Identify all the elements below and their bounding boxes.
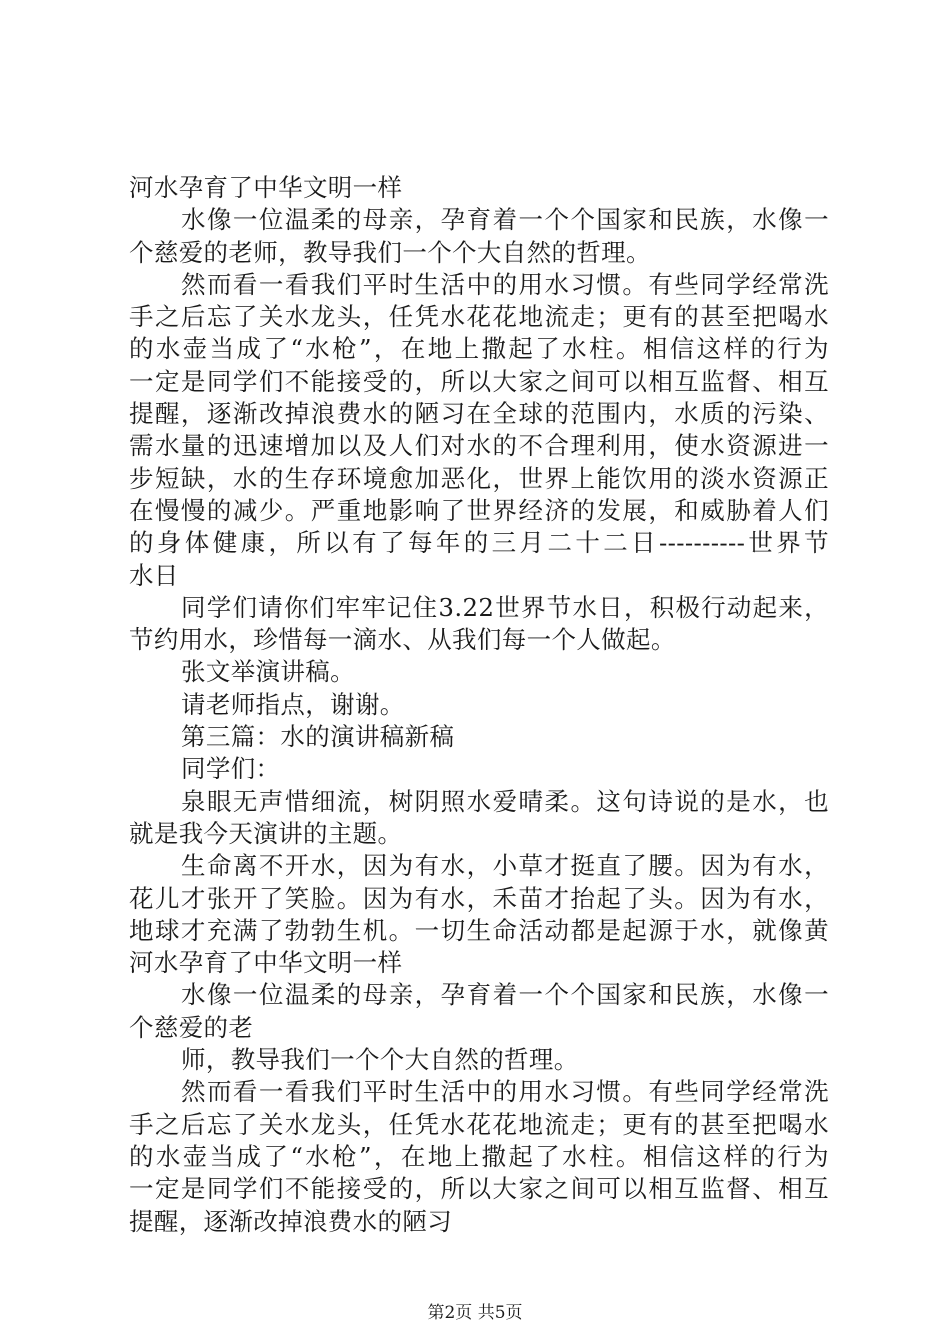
text-line: 同学们请你们牢牢记住3.22世界节水日，积极行动起来， <box>181 592 829 622</box>
text-line: 水日 <box>129 560 179 590</box>
document-body <box>129 172 829 1238</box>
text-line: 的水壶当成了“水枪”，在地上撒起了水柱。相信这样的行为 <box>129 1141 829 1171</box>
text-line: 地球才充满了勃勃生机。一切生命活动都是起源于水，就像黄 <box>129 915 829 945</box>
text-line: 的身体健康，所以有了每年的三月二十二日----------世界节 <box>129 528 829 558</box>
text-line: 就是我今天演讲的主题。 <box>129 818 403 848</box>
text-line: 一定是同学们不能接受的，所以大家之间可以相互监督、相互 <box>129 366 829 396</box>
text-line: 一定是同学们不能接受的，所以大家之间可以相互监督、相互 <box>129 1174 829 1204</box>
text-line: 生命离不开水，因为有水，小草才挺直了腰。因为有水， <box>181 851 829 881</box>
text-line: 河水孕育了中华文明一样 <box>129 173 403 202</box>
text-line: 河水孕育了中华文明一样 <box>129 948 403 978</box>
page-footer: 第2页 共5页 <box>427 1303 523 1323</box>
text-line: 需水量的迅速增加以及人们对水的不合理利用，使水资源进一 <box>129 431 829 461</box>
text-line: 手之后忘了关水龙头，任凭水花花地流走；更有的甚至把喝水 <box>129 1109 829 1139</box>
text-line: 张文举演讲稿。 <box>181 657 355 687</box>
text-line: 师，教导我们一个个大自然的哲理。 <box>181 1045 579 1075</box>
text-line: 个慈爱的老师，教导我们一个个大自然的哲理。 <box>129 237 651 267</box>
text-line: 水像一位温柔的母亲，孕育着一个个国家和民族，水像一 <box>181 205 829 235</box>
text-line: 同学们： <box>181 754 281 784</box>
text-line: 水像一位温柔的母亲，孕育着一个个国家和民族，水像一 <box>181 980 829 1010</box>
text-line: 手之后忘了关水龙头，任凭水花花地流走；更有的甚至把喝水 <box>129 302 829 332</box>
text-line: 个慈爱的老 <box>129 1012 254 1042</box>
text-line: 请老师指点，谢谢。 <box>181 689 405 719</box>
text-line: 第三篇：水的演讲稿新稿 <box>181 722 455 752</box>
text-line: 步短缺，水的生存环境愈加恶化，世界上能饮用的淡水资源正 <box>129 463 829 493</box>
text-line: 在慢慢的减少。严重地影响了世界经济的发展，和威胁着人们 <box>129 495 829 525</box>
text-line: 然而看一看我们平时生活中的用水习惯。有些同学经常洗 <box>181 269 829 299</box>
text-line: 节约用水，珍惜每一滴水、从我们每一个人做起。 <box>129 625 676 655</box>
text-line: 花儿才张开了笑脸。因为有水，禾苗才抬起了头。因为有水， <box>129 883 829 913</box>
text-line: 的水壶当成了“水枪”，在地上撒起了水柱。相信这样的行为 <box>129 334 829 364</box>
text-line: 提醒，逐渐改掉浪费水的陋习 <box>129 1206 453 1236</box>
text-line: 泉眼无声惜细流，树阴照水爱晴柔。这句诗说的是水，也 <box>181 786 829 816</box>
text-line: 提醒，逐渐改掉浪费水的陋习在全球的范围内，水质的污染、 <box>129 399 829 429</box>
text-line: 然而看一看我们平时生活中的用水习惯。有些同学经常洗 <box>181 1077 829 1107</box>
